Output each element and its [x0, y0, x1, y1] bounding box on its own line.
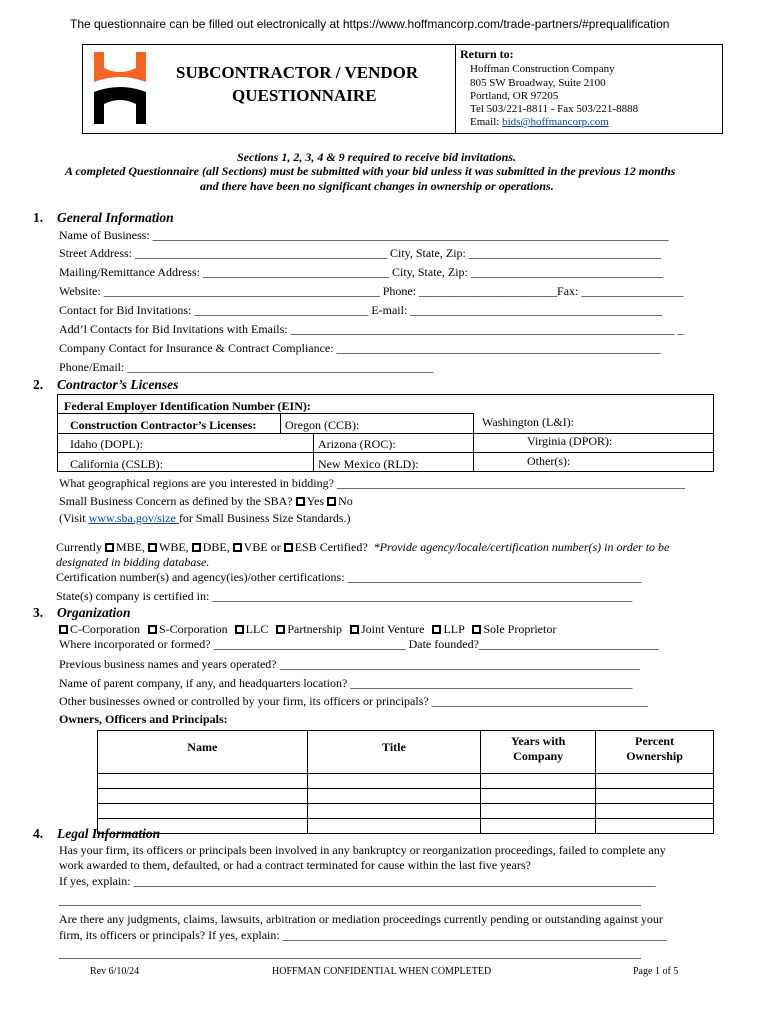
esb-label: ESB Certified?: [294, 540, 368, 554]
parent-company-field[interactable]: Name of parent company, if any, and headquarters location? _______________________________________________: [59, 676, 633, 690]
legal-q2-line2-field[interactable]: firm, its officers or principals? If yes, explain: ________________________________________________________________: [59, 928, 667, 942]
header-box: [82, 44, 723, 134]
llp-label: LLP: [443, 622, 465, 636]
legal-q1-explain-field[interactable]: If yes, explain: _______________________________________________________________________________________: [59, 874, 656, 888]
llc-label: LLC: [245, 622, 269, 636]
dbe-checkbox[interactable]: [192, 543, 201, 552]
s2-title: Contractor’s Licenses: [57, 377, 179, 392]
return-to-label: Return to:: [460, 47, 514, 61]
table-row[interactable]: [98, 774, 714, 789]
wbe-checkbox[interactable]: [148, 543, 157, 552]
sba-no-label: No: [338, 494, 353, 508]
certified-states-field[interactable]: State(s) company is certified in: ______________________________________________________________________: [56, 589, 633, 603]
sba-size-link[interactable]: www.sba.gov/size: [88, 511, 179, 525]
table-row[interactable]: [98, 789, 714, 804]
new-mexico-field[interactable]: New Mexico (RLD):: [318, 457, 419, 471]
sba-yes-checkbox[interactable]: [296, 497, 305, 506]
jv-label: Joint Venture: [361, 622, 425, 636]
sba-visit-row: [59, 511, 351, 526]
top-note: The questionnaire can be filled out electronically at https://www.hoffmancorp.com/trade-partners/#prequalification: [70, 17, 670, 31]
partnership-label: Partnership: [287, 622, 342, 636]
owners-col-title: Title: [307, 731, 481, 774]
s-corp-label: S-Corporation: [159, 622, 228, 636]
legal-q1-line2: work awarded to them, defaulted, or had a contract terminated for cause within the last five years?: [59, 858, 531, 872]
washington-field[interactable]: Washington (L&I):: [482, 415, 575, 429]
license-grid-vline2: [313, 433, 314, 472]
addl-contacts-field[interactable]: Add’l Contacts for Bid Invitations with Emails: ________________________________________________________________ _: [59, 322, 684, 336]
owners-col-name: Name: [98, 731, 308, 774]
form-title-line2: QUESTIONNAIRE: [232, 86, 377, 105]
footer-revision: Rev 6/10/24: [90, 966, 140, 977]
license-grid-hline3: [57, 452, 714, 453]
legal-q2-blank-line[interactable]: _________________________________________________________________________________________________: [59, 946, 641, 960]
regions-field[interactable]: What geographical regions are you interested in bidding? __________________________________________________________: [59, 476, 685, 490]
legal-q1-line1: Has your firm, its officers or principals been involved in any bankruptcy or reorganization proceedings, failed to complete any: [59, 843, 666, 857]
c-corp-label: C-Corporation: [70, 622, 140, 636]
owners-col-years: Years with Company: [481, 731, 596, 774]
intro-line3: and there have been no significant changes in ownership or operations.: [200, 179, 554, 193]
wbe-label: WBE,: [159, 540, 189, 554]
llp-checkbox[interactable]: [432, 625, 441, 634]
phone-email-field[interactable]: Phone/Email: ___________________________________________________: [59, 360, 434, 374]
other-businesses-field[interactable]: Other businesses owned or controlled by your firm, its officers or principals? ____________________________________: [59, 694, 648, 708]
intro-line1: Sections 1, 2, 3, 4 & 9 required to receive bid invitations.: [237, 150, 516, 164]
s1-number: 1.: [33, 210, 44, 225]
header-divider: [455, 44, 456, 134]
intro-line2: A completed Questionnaire (all Sections) must be submitted with your bid unless it was submitted in the previous 12 months: [65, 164, 676, 178]
return-tel-fax: Tel 503/221-8811 - Fax 503/221-8888: [470, 103, 639, 115]
sba-label: Small Business Concern as defined by the SBA?: [59, 494, 293, 508]
currently-label: Currently: [56, 540, 102, 554]
sba-visit-pre: (Visit: [59, 511, 89, 525]
california-field[interactable]: California (CSLB):: [70, 457, 163, 471]
jv-checkbox[interactable]: [350, 625, 359, 634]
bid-contact-field[interactable]: Contact for Bid Invitations: _____________________________ E-mail: __________________________________________: [59, 303, 663, 317]
s3-title: Organization: [57, 605, 131, 620]
return-address2: Portland, OR 97205: [470, 90, 559, 102]
mbe-checkbox[interactable]: [105, 543, 114, 552]
license-grid-vline3: [473, 413, 474, 472]
table-row[interactable]: [98, 819, 714, 834]
owners-table-header: [98, 731, 714, 774]
s2-number: 2.: [33, 377, 44, 392]
sba-row: [59, 494, 353, 509]
owners-col-percent: Percent Ownership: [596, 731, 714, 774]
sole-prop-checkbox[interactable]: [472, 625, 481, 634]
owners-table: [97, 730, 714, 834]
website-field[interactable]: Website: ______________________________________________ Phone: _______________________Fax: _________________: [59, 284, 684, 298]
s4-number: 4.: [33, 826, 44, 841]
sba-visit-post: for Small Business Size Standards.): [178, 511, 351, 525]
esb-checkbox[interactable]: [284, 543, 293, 552]
cert-numbers-field[interactable]: Certification number(s) and agency(ies)/other certifications: _________________________________________________: [56, 570, 642, 584]
dbe-label: DBE,: [202, 540, 230, 554]
vbe-label: VBE or: [243, 540, 281, 554]
license-grid-vline1: [280, 413, 281, 433]
certification-row: [56, 540, 669, 555]
vbe-checkbox[interactable]: [233, 543, 242, 552]
owners-label: Owners, Officers and Principals:: [59, 712, 228, 726]
sba-yes-label: Yes: [306, 494, 325, 508]
org-type-row: [59, 622, 556, 637]
mailing-address-field[interactable]: Mailing/Remittance Address: _______________________________ City, State, Zip: ________________________________: [59, 265, 663, 279]
c-corp-checkbox[interactable]: [59, 625, 68, 634]
arizona-field[interactable]: Arizona (ROC):: [318, 437, 396, 451]
s3-number: 3.: [33, 605, 44, 620]
legal-q2-line1: Are there any judgments, claims, lawsuits, arbitration or mediation proceedings currently pending or outstanding against your: [59, 912, 663, 926]
street-address-field[interactable]: Street Address: __________________________________________ City, State, Zip: ________________________________: [59, 246, 661, 260]
mbe-label: MBE,: [116, 540, 146, 554]
table-row[interactable]: [98, 804, 714, 819]
incorporated-field[interactable]: Where incorporated or formed? ________________________________ Date founded?______________________________: [59, 637, 659, 651]
sba-no-checkbox[interactable]: [327, 497, 336, 506]
s-corp-checkbox[interactable]: [148, 625, 157, 634]
license-grid-hline2: [57, 433, 714, 434]
name-of-business-field[interactable]: Name of Business: ______________________________________________________________________________________: [59, 228, 669, 242]
return-address1: 805 SW Broadway, Suite 2100: [470, 77, 606, 89]
return-email-row: [470, 116, 609, 128]
others-field[interactable]: Other(s):: [527, 454, 571, 468]
s1-title: General Information: [57, 210, 174, 225]
legal-q1-blank-line[interactable]: _________________________________________________________________________________________________: [59, 893, 641, 907]
provide-note: *Provide agency/locale/certification number(s) in order to be: [373, 540, 670, 554]
idaho-field[interactable]: Idaho (DOPL):: [70, 437, 143, 451]
ein-label[interactable]: Federal Employer Identification Number (EIN):: [64, 399, 311, 413]
hoffman-logo-icon: [90, 50, 150, 126]
previous-names-field[interactable]: Previous business names and years operated? ____________________________________________________________: [59, 657, 640, 671]
footer-page-number: Page 1 of 5: [633, 966, 679, 977]
partnership-checkbox[interactable]: [276, 625, 285, 634]
return-email-label: Email:: [470, 116, 503, 128]
footer-confidential: HOFFMAN CONFIDENTIAL WHEN COMPLETED: [272, 966, 492, 977]
llc-checkbox[interactable]: [235, 625, 244, 634]
return-email-link[interactable]: bids@hoffmancorp.com: [502, 116, 609, 128]
form-title-line1: SUBCONTRACTOR / VENDOR: [176, 63, 419, 82]
virginia-field[interactable]: Virginia (DPOR):: [527, 434, 613, 448]
sole-prop-label: Sole Proprietor: [483, 622, 557, 636]
insurance-contact-field[interactable]: Company Contact for Insurance & Contract Compliance: ______________________________________________________: [59, 341, 661, 355]
designated-note: designated in bidding database.: [56, 555, 210, 569]
s4-title: Legal Information: [57, 826, 161, 841]
ccl-label: Construction Contractor’s Licenses:: [70, 418, 257, 432]
return-company: Hoffman Construction Company: [470, 63, 615, 75]
oregon-ccb-field[interactable]: Oregon (CCB):: [285, 418, 360, 432]
